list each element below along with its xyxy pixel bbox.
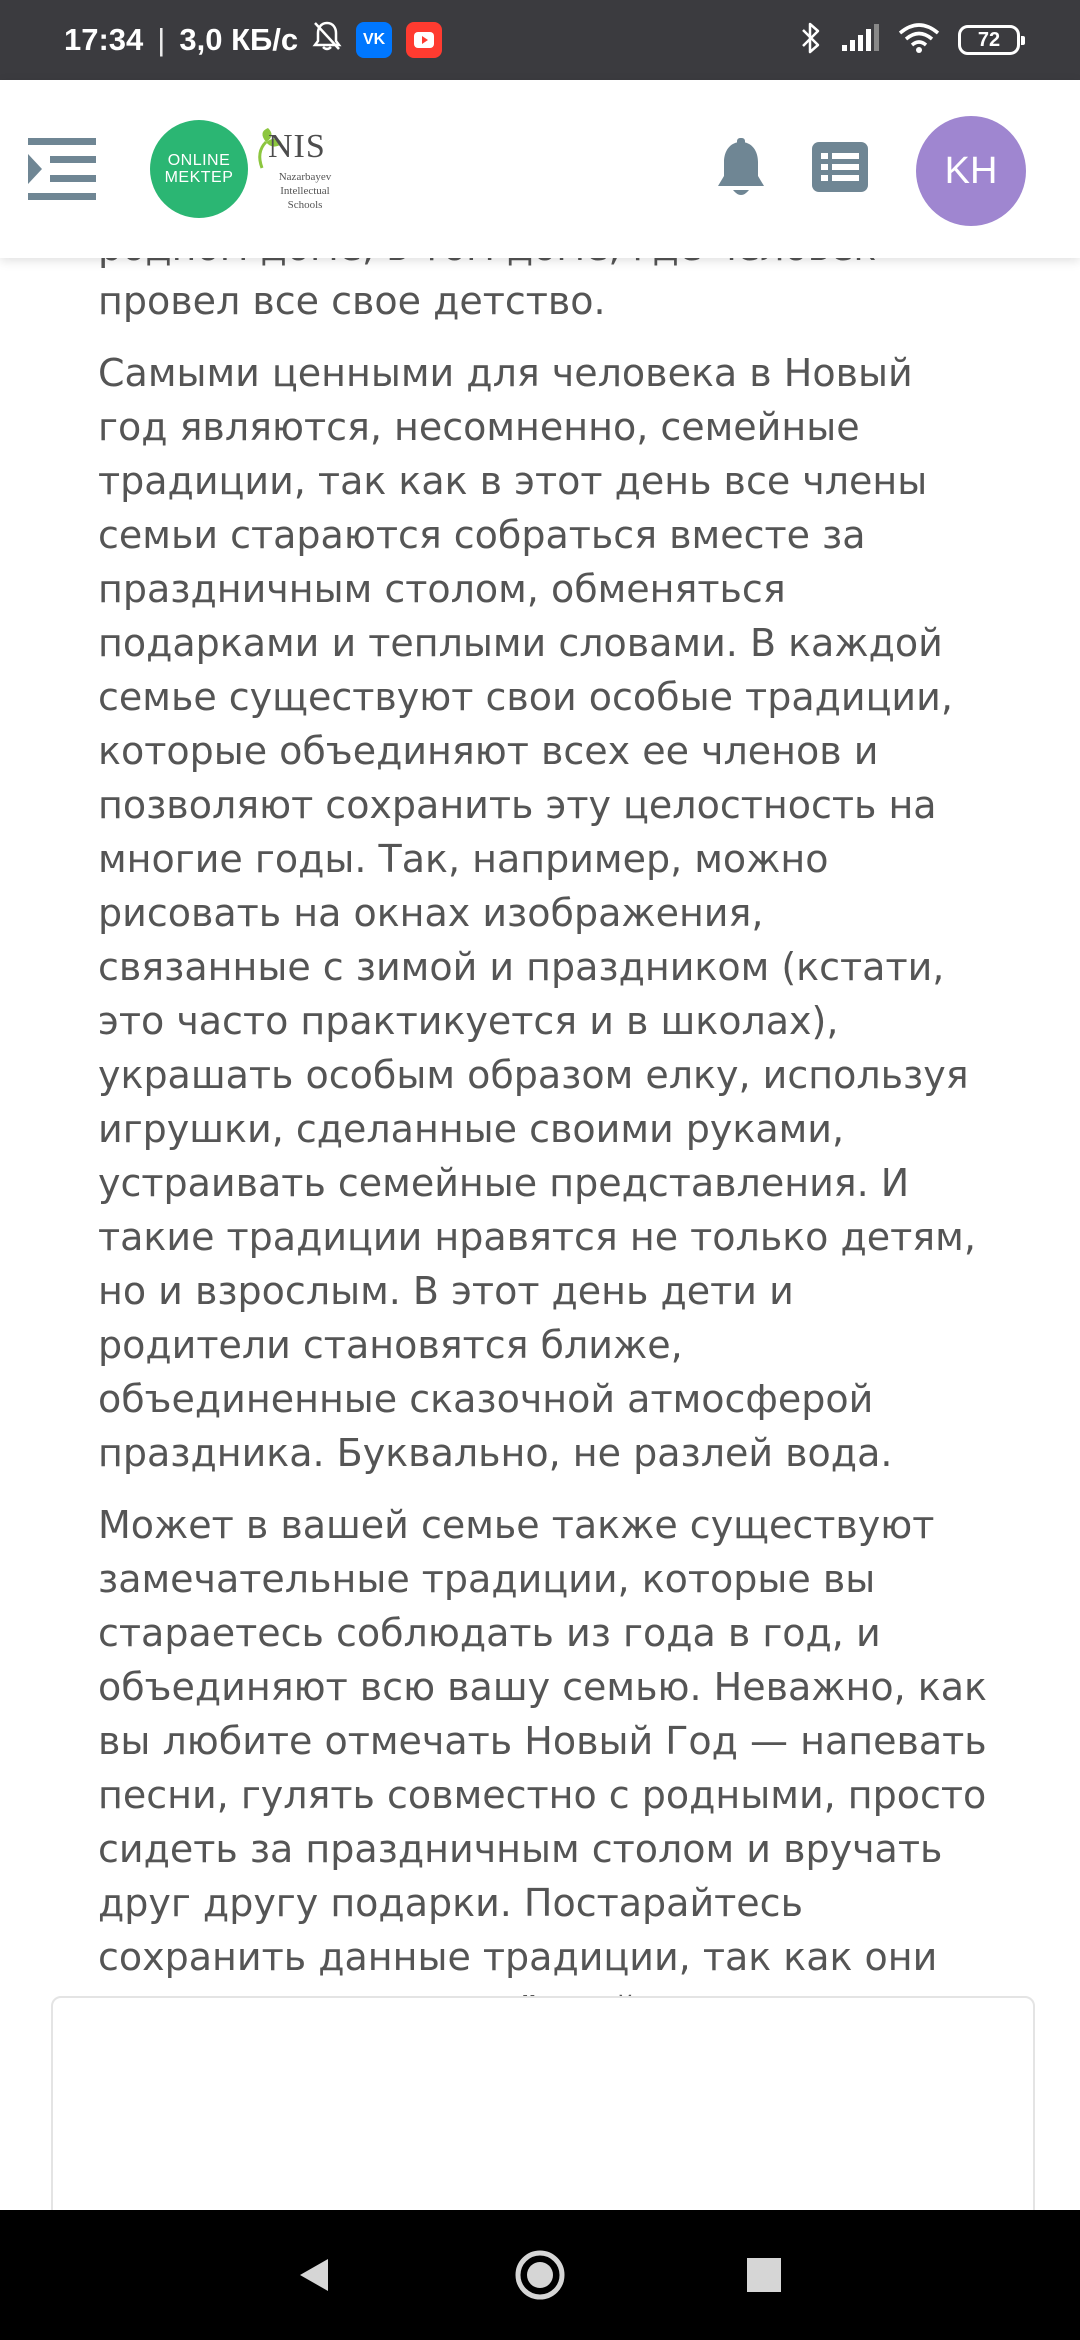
cellular-signal-icon bbox=[840, 23, 880, 57]
home-icon[interactable] bbox=[480, 2210, 600, 2340]
menu-icon[interactable] bbox=[24, 136, 100, 202]
vk-icon: VK bbox=[356, 22, 392, 58]
app-header bbox=[0, 80, 1080, 258]
logo-mektep-text: MEKTEP bbox=[164, 169, 234, 186]
network-speed: 3,0 КБ/с bbox=[179, 22, 299, 57]
status-time: 17:34 bbox=[64, 22, 144, 57]
status-bar bbox=[0, 0, 1080, 80]
article-text bbox=[98, 220, 988, 2056]
article-paragraph-1: провел все свое детство. bbox=[98, 279, 606, 323]
nis-wordmark: NIS bbox=[268, 128, 326, 165]
logo-online-text: ONLINE bbox=[167, 152, 231, 169]
nis-logo bbox=[252, 124, 352, 220]
article-paragraph-3: Может в вашей семье также существуют замечательные традиции, которые вы стараетесь соблюдать из года в год, и объединяют всю вашу семью. Неважно, как вы любите отмечать Новый Год — напевать песни, гулять совместно с родными, просто сидеть за праздничным столом и вручать друг другу подарки. Постарайтесь сохранить данные традиции, так как они bbox=[98, 1503, 987, 1979]
nis-subtitle: Nazarbayev Intellectual Schools bbox=[278, 171, 332, 211]
wifi-icon bbox=[898, 22, 940, 58]
recents-icon[interactable] bbox=[704, 2210, 824, 2340]
list-icon[interactable] bbox=[812, 142, 868, 192]
bluetooth-icon bbox=[800, 21, 822, 59]
answer-box[interactable] bbox=[51, 1996, 1035, 2210]
status-separator: | bbox=[157, 22, 166, 57]
battery-indicator: 72 bbox=[958, 25, 1020, 55]
bell-icon[interactable] bbox=[714, 138, 768, 200]
avatar[interactable]: KH bbox=[916, 116, 1026, 226]
back-icon[interactable] bbox=[254, 2210, 374, 2340]
youtube-icon bbox=[406, 22, 442, 58]
online-mektep-logo[interactable] bbox=[150, 120, 248, 218]
navigation-bar bbox=[0, 2210, 1080, 2340]
article-paragraph-2: Самыми ценными для человека в Новый год являются, несомненно, семейные традиции, так как в этот день все члены семьи стараются собраться вместе за праздничным столом, обменяться подарками и теплыми словами. В каждой семье существуют свои особые традиции, которые объединяют всех ее членов и позволяют сохранить эту целостность на многие годы. Так, например, можно рисовать на окнах изображения, связанные с зимой и праздником (кстати, это часто практикуется и в школах), украшать особым образом елку, используя игрушки, сделанные своими руками, устраивать семейные представления. И такие традиции нравятся не только детям, но и взрослым. В этот день дети и родители становятся ближе, объединенные сказочной атмосферой праздника. Буквально, не разлей вода. bbox=[98, 351, 976, 1475]
mute-notifications-icon bbox=[312, 20, 342, 60]
